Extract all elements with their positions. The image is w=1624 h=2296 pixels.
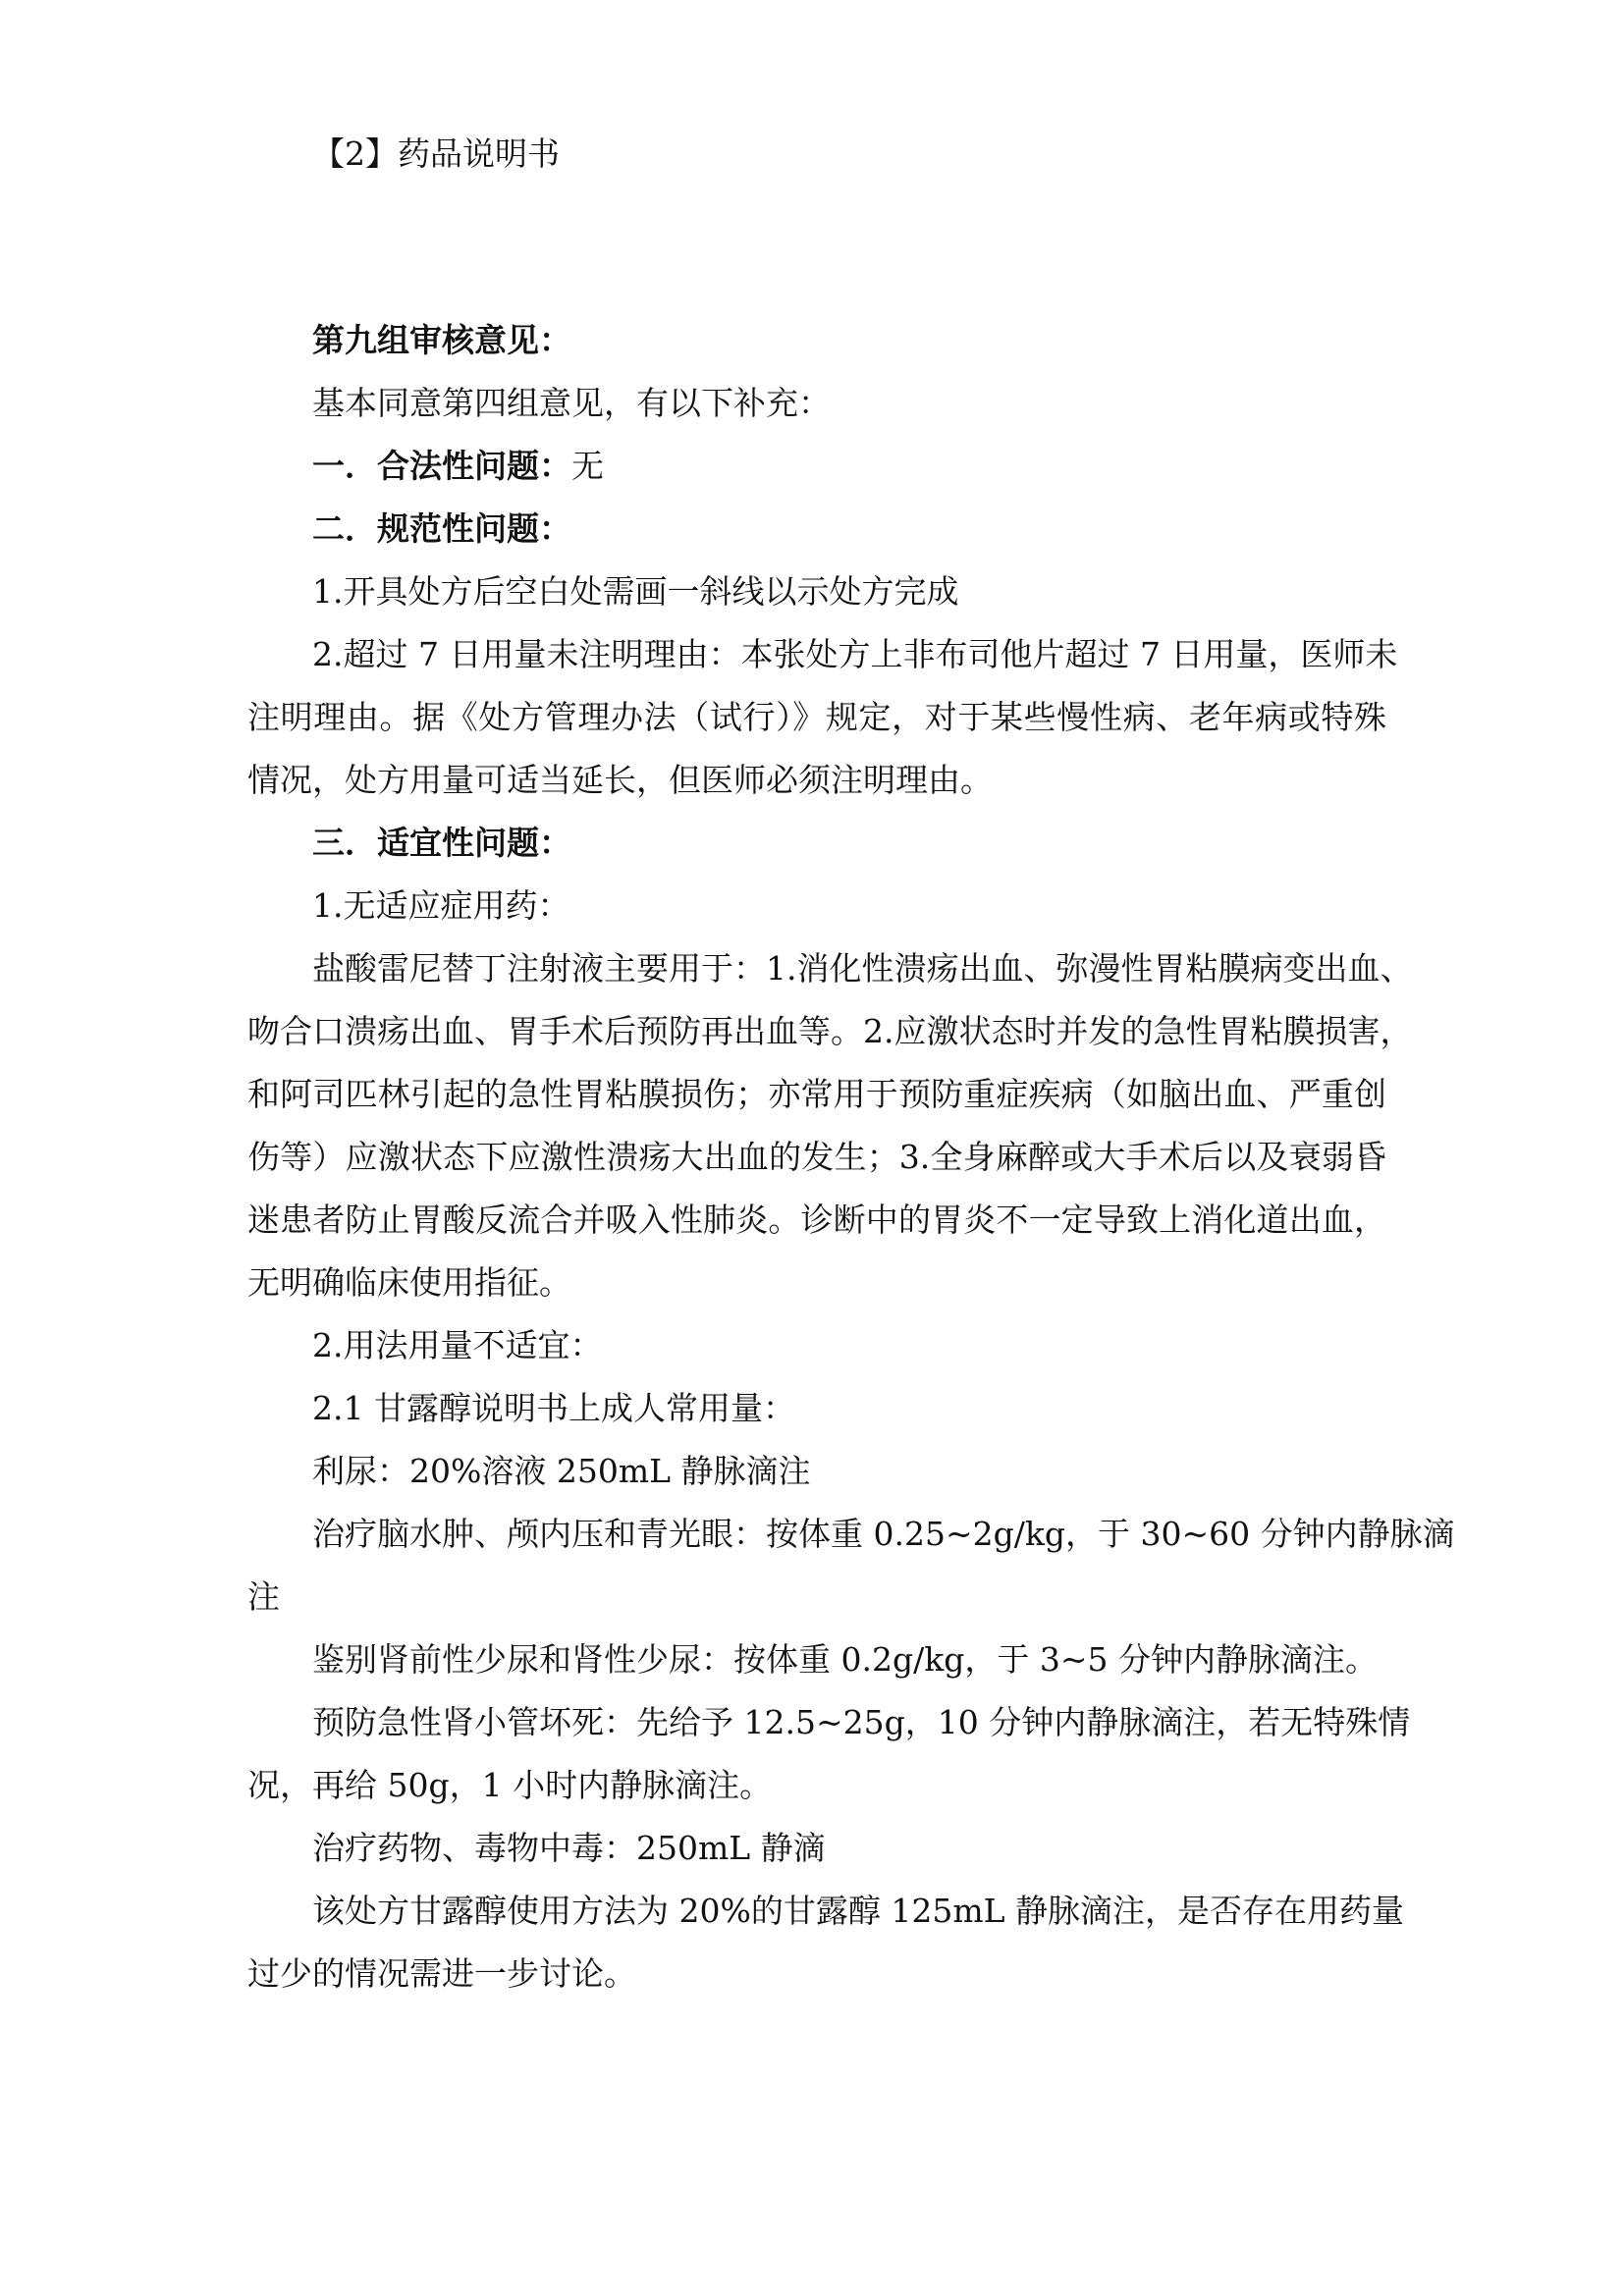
section2-label: 二．规范性问题： — [312, 509, 571, 548]
diuresis-line: 利尿：20%溶液 250mL 静脉滴注 — [312, 1452, 811, 1490]
necrosis-line2: 况，再给 50g，1 小时内静脉滴注。 — [247, 1766, 773, 1804]
section3-sub2-1-title: 2.1 甘露醇说明书上成人常用量： — [312, 1389, 795, 1427]
section2-item2-line1: 2.超过 7 日用量未注明理由：本张处方上非布司他片超过 7 日用量，医师未 — [312, 635, 1398, 673]
section3-sub2-title: 2.用法用量不适宜： — [312, 1326, 603, 1364]
reference-line: 【2】药品说明书 — [312, 134, 560, 173]
group9-intro: 基本同意第四组意见，有以下补充： — [312, 384, 831, 422]
sub1-paragraph-line5: 迷患者防止胃酸反流合并吸入性肺炎。诊断中的胃炎不一定导致上消化道出血， — [247, 1201, 1386, 1239]
section2-item1: 1.开具处方后空白处需画一斜线以示处方完成 — [312, 572, 959, 611]
section2-item2-line3: 情况，处方用量可适当延长，但医师必须注明理由。 — [247, 761, 993, 799]
edema-line1: 治疗脑水肿、颅内压和青光眼：按体重 0.25~2g/kg，于 30~60 分钟内静脉滴 — [312, 1515, 1455, 1553]
section3-sub1-title: 1.无适应症用药： — [312, 886, 570, 925]
section2-item2-line2: 注明理由。据《处方管理办法（试行）》规定，对于某些慢性病、老年病或特殊 — [247, 698, 1386, 736]
oliguria-line: 鉴别肾前性少尿和肾性少尿：按体重 0.2g/kg，于 3~5 分钟内静脉滴注。 — [312, 1640, 1378, 1679]
conclusion-line1: 该处方甘露醇使用方法为 20%的甘露醇 125mL 静脉滴注，是否存在用药量 — [312, 1892, 1405, 1930]
necrosis-line1: 预防急性肾小管坏死：先给予 12.5~25g，10 分钟内静脉滴注，若无特殊情 — [312, 1703, 1411, 1741]
edema-line2: 注 — [247, 1577, 280, 1616]
section3-label: 三．适宜性问题： — [312, 824, 571, 862]
group9-heading: 第九组审核意见： — [312, 321, 571, 359]
poisoning-line: 治疗药物、毒物中毒：250mL 静滴 — [312, 1829, 826, 1867]
sub1-paragraph-line6: 无明确临床使用指征。 — [247, 1263, 571, 1302]
sub1-paragraph-line2: 吻合口溃疡出血、胃手术后预防再出血等。2.应激状态时并发的急性胃粘膜损害， — [247, 1012, 1413, 1050]
conclusion-line2: 过少的情况需进一步讨论。 — [247, 1954, 636, 1993]
section1-value: 无 — [571, 447, 604, 485]
section1-line — [312, 445, 1386, 488]
sub1-paragraph-line4: 伤等）应激状态下应激性溃疡大出血的发生；3.全身麻醉或大手术后以及衰弱昏 — [247, 1138, 1386, 1176]
sub1-paragraph-line1: 盐酸雷尼替丁注射液主要用于：1.消化性溃疡出血、弥漫性胃粘膜病变出血、 — [312, 949, 1413, 988]
section1-label: 一．合法性问题： — [312, 447, 571, 485]
sub1-paragraph-line3: 和阿司匹林引起的急性胃粘膜损伤；亦常用于预防重症疾病（如脑出血、严重创 — [247, 1075, 1386, 1113]
